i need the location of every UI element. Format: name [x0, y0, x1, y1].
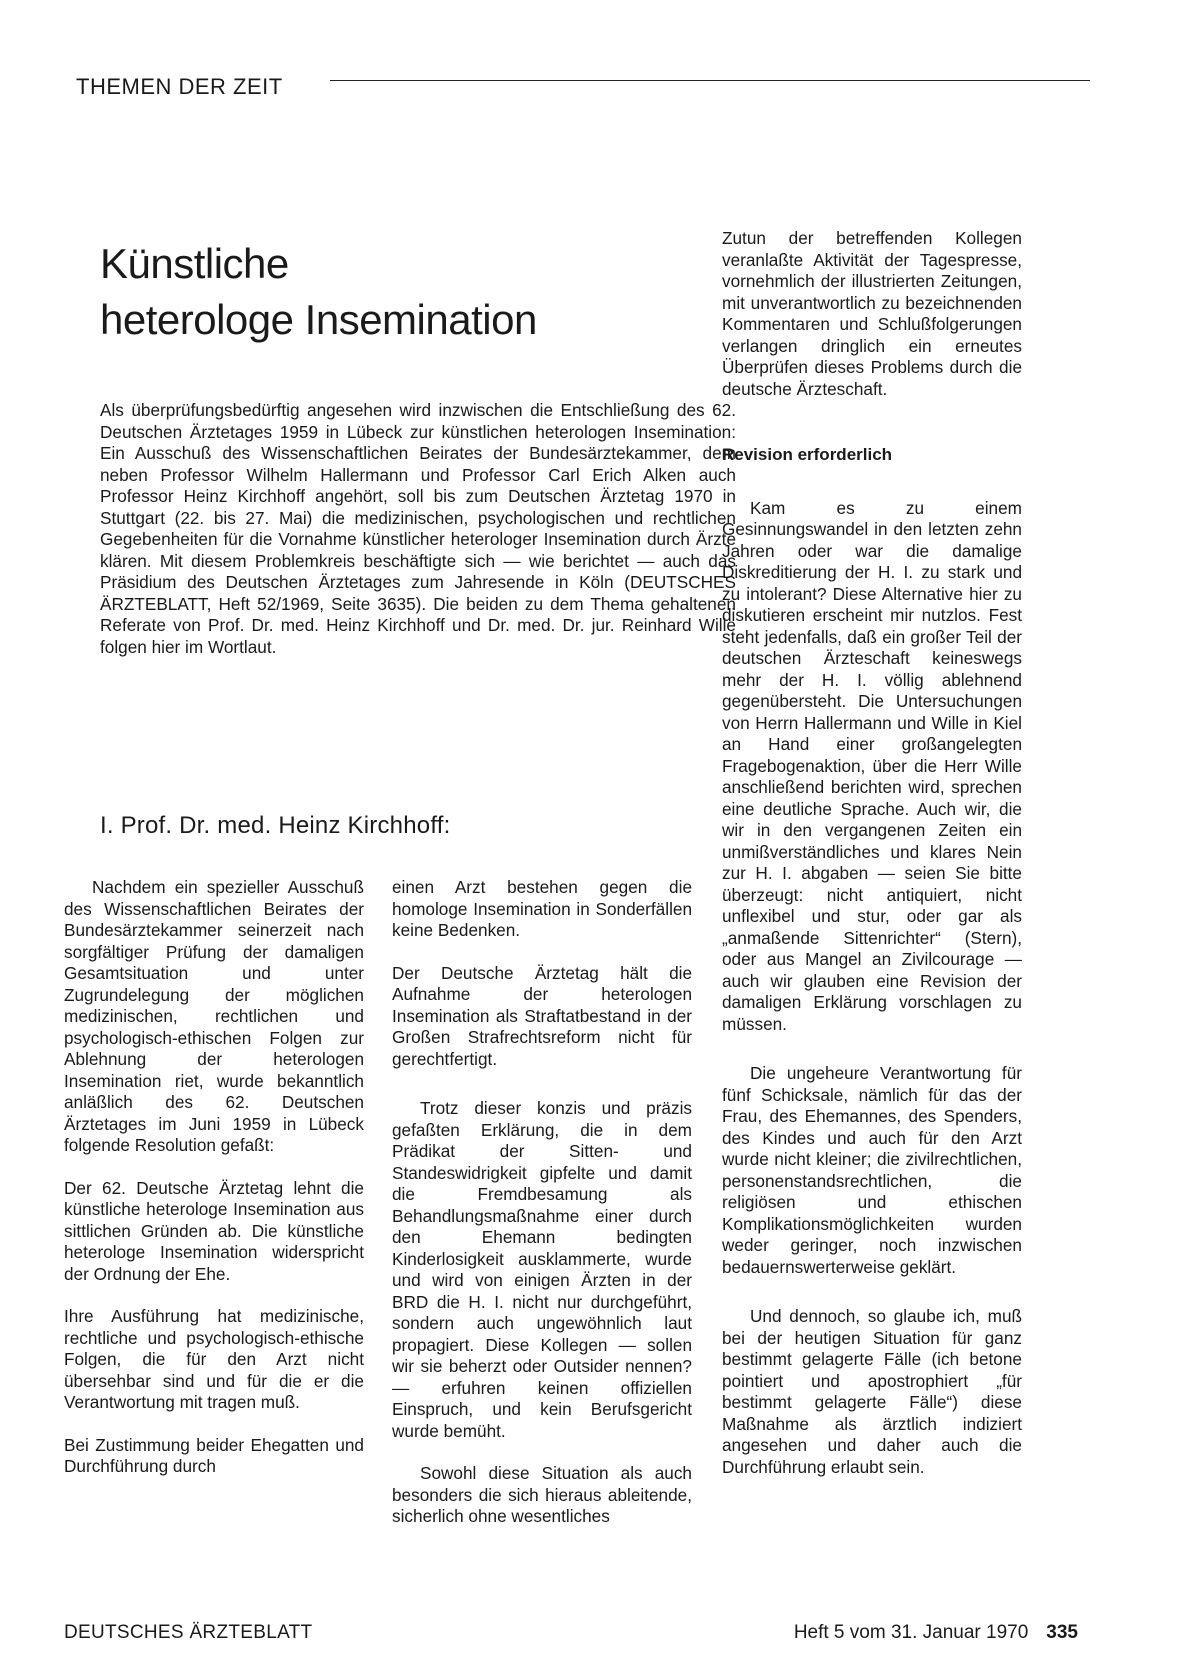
- paragraph: Trotz dieser konzis und präzis gefaßten Erklärung, die in dem Prädikat der Sitten- und Standeswidrigkeit gipfelte und damit die Fremdbesamung als Behandlungsmaßnahme einer durch den Ehemann bedingten Kinderlosigkeit ausklammerte, wurde und wird von einigen Ärzten in der BRD die H. I. nicht nur durchgeführt, sondern auch ungewöhnlich laut propagiert. Diese Kollegen — sollen wir sie beherzt oder Outsider nennen? — erfuhren keinen offiziellen Einspruch, und kein Berufsgericht wurde bemüht.: [392, 1098, 692, 1441]
- header-rule: [330, 80, 1090, 81]
- paragraph: Nachdem ein spezieller Ausschuß des Wissenschaftlichen Beirates der Bundesärztekammer seinerzeit nach sorgfältiger Prüfung der damaligen Gesamtsituation und unter Zugrundelegung der möglichen medizinischen, rechtlichen und psychologisch-ethischen Folgen zur Ablehnung der heterologen Insemination riet, wurde bekanntlich anläßlich des 62. Deutschen Ärztetages im Juni 1959 in Lübeck folgende Resolution gefaßt:: [64, 877, 364, 1155]
- paragraph: Die ungeheure Verantwortung für fünf Schicksale, nämlich für das der Frau, des Ehemannes, des Spenders, des Kindes und auch für den Arzt wurde nicht kleiner; die zivilrechtlichen, personenstandsrechtlichen, die religiösen und ethischen Komplikationsmöglichkeiten wurden weder geringer, noch inzwischen bedauernswerterweise geklärt.: [722, 1063, 1022, 1277]
- quote-paragraph: Bei Zustimmung beider Ehegatten und Durchführung durch: [64, 1434, 364, 1476]
- footer-issue-info: [794, 1622, 1078, 1644]
- page-number: 335: [1046, 1622, 1078, 1643]
- footer-journal: DEUTSCHES ÄRZTEBLATT: [64, 1622, 313, 1643]
- paragraph: Kam es zu einem Gesinnungswandel in den letzten zehn Jahren oder war die damalige Diskreditierung der H. I. zu stark und zu intolerant? Diese Alternative hier zu diskutieren erscheint mir nutzlos. Fest steht jedenfalls, daß ein großer Teil der deutschen Ärzteschaft keineswegs mehr der H. I. völlig ablehnend gegenübersteht. Die Untersuchungen von Herrn Hallermann und Wille in Kiel an Hand einer großangelegten Fragebogenaktion, über die Herr Wille anschließend berichten wird, sprechen eine deutliche Sprache. Auch wir, die wir in den vergangenen Zeiten ein unmißverständliches und klares Nein zur H. I. abgaben — seien Sie bitte überzeugt: nicht antiquiert, nicht unflexibel und stur, oder gar als „anmaßende Sittenrichter“ (Stern), oder aus Mangel an Zivilcourage — auch wir glauben eine Revision der damaligen Erklärung vorschlagen zu müssen.: [722, 497, 1022, 1034]
- quote-paragraph: Der 62. Deutsche Ärztetag lehnt die künstliche heterologe Insemination aus sittlichen Gründen ab. Die künstliche heterologe Insemination widerspricht der Ordnung der Ehe.: [64, 1177, 364, 1284]
- section-label: THEMEN DER ZEIT: [76, 74, 283, 99]
- article-title: [100, 236, 537, 348]
- paragraph: Zutun der betreffenden Kollegen veranlaßte Aktivität der Tagespresse, vornehmlich der illustrierten Zeitungen, mit unverantwortlich zu bezeichnenden Kommentaren und Schlußfolgerungen verlangen dringlich ein erneutes Überprüfen dieses Problems durch die deutsche Ärzteschaft.: [722, 228, 1022, 399]
- paragraph: Sowohl diese Situation als auch besonders die sich hieraus ableitende, sicherlich ohne wesentliches: [392, 1463, 692, 1526]
- column-2: [392, 877, 692, 1528]
- quote-paragraph: Der Deutsche Ärztetag hält die Aufnahme der heterologen Insemination als Straftatbestand in der Großen Strafrechtsreform nicht für gerechtfertigt.: [392, 962, 692, 1069]
- footer-issue: Heft 5 vom 31. Januar 1970: [793, 1622, 1029, 1643]
- column-1: [64, 877, 364, 1478]
- title-line-2: heterologe Insemination: [100, 296, 537, 343]
- paragraph: Und dennoch, so glaube ich, muß bei der heutigen Situation für ganz bestimmt gelagerte Fälle (ich betone pointiert und apostrophiert „für bestimmt gelagerte Fälle“) diese Maßnahme als ärztlich indiziert angesehen und daher auch die Durchführung erlaubt sein.: [722, 1306, 1022, 1477]
- column-3: [722, 228, 1022, 1478]
- section-heading: I. Prof. Dr. med. Heinz Kirchhoff:: [100, 812, 451, 839]
- quote-paragraph: einen Arzt bestehen gegen die homologe Insemination in Sonderfällen keine Bedenken.: [392, 877, 692, 940]
- title-line-1: Künstliche: [100, 240, 289, 287]
- article-intro: Als überprüfungsbedürftig angesehen wird inzwischen die Entschließung des 62. Deutschen Ärztetages 1959 in Lübeck zur künstlichen heterologen Insemination: Ein Ausschuß des Wissenschaftlichen Beirates der Bundesärztekammer, dem neben Professor Wilhelm Hallermann und Professor Carl Erich Alken auch Professor Heinz Kirchhoff angehört, soll bis zum Deutschen Ärztetag 1970 in Stuttgart (22. bis 27. Mai) die medizinischen, psychologischen und rechtlichen Gegebenheiten für die Vornahme künstlicher heterologer Insemination durch Ärzte klären. Mit diesem Problemkreis beschäftigte sich — wie berichtet — auch das Präsidium des Deutschen Ärztetages zum Jahresende in Köln (DEUTSCHES ÄRZTEBLATT, Heft 52/1969, Seite 3635). Die beiden zu dem Thema gehaltenen Referate von Prof. Dr. med. Heinz Kirchhoff und Dr. med. Dr. jur. Reinhard Wille folgen hier im Wortlaut.: [100, 400, 736, 657]
- subheading: Revision erforderlich: [722, 445, 893, 464]
- quote-paragraph: Ihre Ausführung hat medizinische, rechtliche und psychologisch-ethische Folgen, die für den Arzt nicht übersehbar sind und für die er die Verantwortung mit tragen muß.: [64, 1306, 364, 1412]
